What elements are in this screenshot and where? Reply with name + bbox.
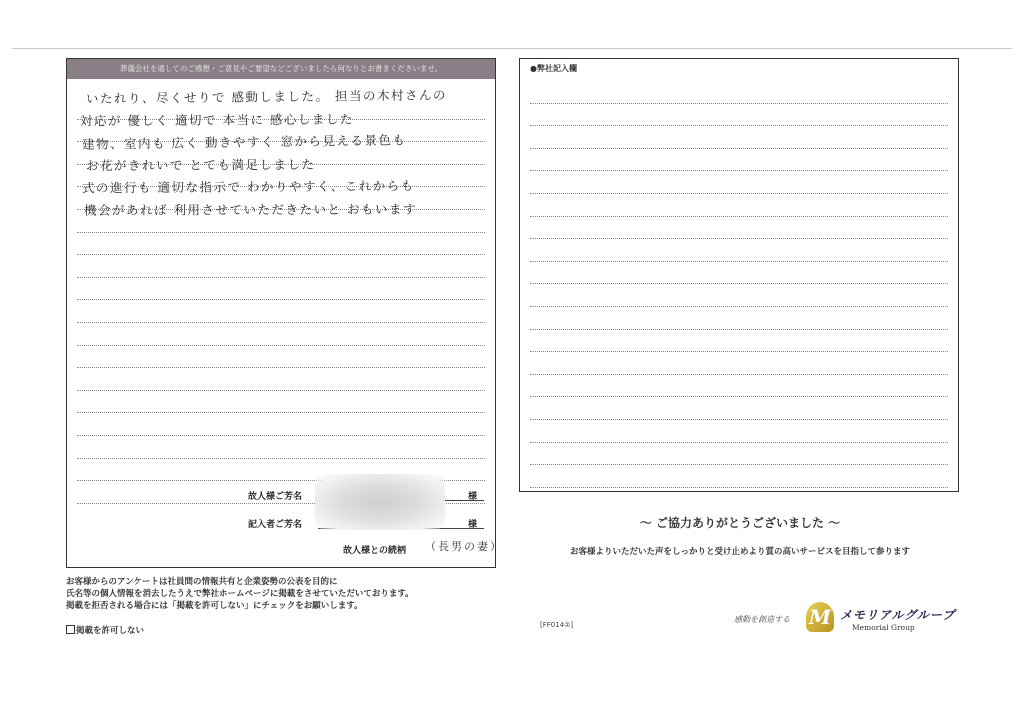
handwritten-line: 式の進行も 適切な指示で わかりやすく、これからも — [81, 178, 415, 196]
handwritten-line: 対応が 優しく 適切で 本当に 感心しました — [79, 111, 354, 129]
publication-notice — [66, 576, 414, 612]
company-ruled-lines — [530, 81, 948, 488]
writer-honorific: 様 — [468, 520, 478, 530]
handwritten-comment — [79, 86, 486, 222]
deceased-honorific: 様 — [468, 492, 478, 502]
writer-name-label: 記入者ご芳名 — [248, 520, 303, 530]
company-notes-title: ●弊社記入欄 — [530, 64, 577, 73]
logo-tagline: 感動を創造する — [734, 615, 790, 624]
handwritten-line: 建物、室内も 広く 動きやすく 窓から見える景色も — [81, 132, 407, 153]
company-logo — [734, 600, 964, 640]
notice-line: 掲載を拒否される場合には「掲載を許可しない」にチェックをお願いします。 — [66, 601, 363, 611]
no-publish-label: 掲載を許可しない — [76, 626, 145, 636]
logo-name-en: Memorial Group — [852, 623, 915, 632]
thanks-message: ～ ご協力ありがとうございました ～ — [639, 516, 841, 530]
form-code: [FF014②] — [540, 621, 574, 629]
no-publish-option[interactable] — [66, 624, 144, 636]
notice-line: 氏名等の個人情報を消去したうえで弊社ホームページに掲載をさせていただいております。 — [66, 589, 414, 599]
deceased-name-label: 故人様ご芳名 — [248, 492, 303, 502]
handwritten-line: お花がきれいで とても満足しました — [85, 156, 316, 173]
logo-mark-icon: M — [806, 602, 834, 632]
mission-statement: お客様よりいただいた声をしっかりと受け止めより質の高いサービスを目指して参ります — [569, 547, 910, 557]
relation-label: 故人様との続柄 — [343, 546, 407, 556]
no-publish-checkbox[interactable] — [66, 625, 75, 634]
redacted-names — [315, 474, 445, 530]
company-notes-box — [519, 58, 959, 492]
feedback-header: 葬儀会社を通してのご感想・ご意見やご要望などございましたら何なりとお書きくださいませ。 — [67, 59, 495, 79]
logo-name: メモリアルグループ — [840, 608, 956, 622]
top-divider — [12, 48, 1012, 49]
handwritten-line: 機会があれば 利用させていただきたいと おもいます — [83, 201, 417, 218]
notice-line: お客様からのアンケートは社員間の情報共有と企業姿勢の公表を目的に — [66, 577, 338, 587]
relation-value: （長男の妻） — [425, 540, 503, 553]
handwritten-line: いたれり、尽くせりで 感動しました。 担当の木村さんの — [85, 87, 448, 107]
